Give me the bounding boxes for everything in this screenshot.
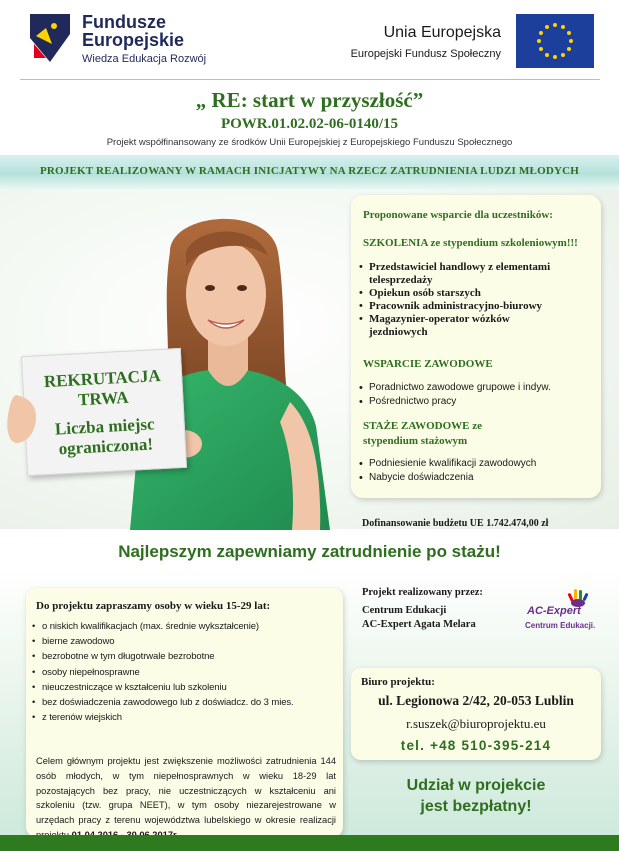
recruitment-sign (21, 348, 187, 476)
trainings-heading: SZKOLENIA ze stypendium szkoleniowym!!! (363, 237, 578, 249)
eu-flag-icon (516, 14, 594, 68)
eligibility-list (32, 619, 294, 725)
career-heading: WSPARCIE ZAWODOWE (363, 358, 493, 370)
trainings-list (359, 261, 550, 339)
ac-expert-logo-name: AC-Expert (527, 605, 581, 617)
slogan: Najlepszym zapewniamy zatrudnienie po stażu! (118, 542, 501, 561)
header (0, 0, 619, 82)
list-item: • Pracownik administracyjno-biurowy (359, 300, 550, 313)
fe-title-line2: Europejskie (82, 30, 185, 50)
ue-title: Unia Europejska (383, 24, 501, 41)
list-item: • Poradnictwo zawodowe grupowe i indyw. (359, 381, 551, 395)
office-email-link[interactable]: r.suszek@biuroprojektu.eu (406, 716, 546, 731)
list-item: • bierne zawodowo (32, 634, 294, 649)
sign-line-recruitment: REKRUTACJA (43, 366, 162, 392)
office-address: ul. Legionowa 2/42, 20-053 Lublin (378, 693, 574, 708)
fundusze-europejskie-logo-icon (30, 14, 70, 62)
initiative-band-text: PROJEKT REALIZOWANY W RAMACH INICJATYWY NA RZECZ ZATRUDNIENIA LUDZI MŁODYCH (39, 165, 580, 177)
sign-line-ongoing: TRWA (77, 387, 129, 410)
invite-heading: Do projektu zapraszamy osoby w wieku 15-29 lat: (36, 600, 271, 612)
office-phone[interactable]: tel. +48 510-395-214 (400, 738, 552, 753)
fundusze-europejskie-text (82, 13, 206, 65)
list-item: jezdniowych (369, 326, 428, 338)
invite-box (26, 588, 343, 837)
realized-by-heading: Projekt realizowany przez: (362, 587, 483, 598)
list-item: • Opiekun osób starszych (359, 287, 550, 300)
list-item: • Pośrednictwo pracy (359, 395, 551, 409)
goal-text: Celem głównym projektu jest zwiększenie możliwości zatrudnienia 144 osób młodych, w tym niepełnosprawnych w wieku 18-29 lat pozostających bez pracy, nie uczestniczących w kształceniu ani szkoleniu (tzw. grupa NEET), w tym osoby niezarejestrowane w urzędach pracy z terenu województwa lubelskiego w okresie realizacji (36, 756, 336, 826)
sign-line-places: Liczba miejsc (54, 414, 155, 439)
list-item: telesprzedaży (369, 274, 433, 286)
internship-heading-line1: STAŻE ZAWODOWE ze (363, 420, 482, 432)
project-title: „ RE: start w przyszłość” (195, 88, 424, 112)
list-item: • Podniesienie kwalifikacji zawodowych (359, 457, 536, 471)
sign-line-limited: ograniczona! (58, 434, 154, 459)
unia-europejska-text (351, 24, 501, 60)
list-item: • nieuczestniczące w kształceniu lub szkoleniu (32, 680, 294, 695)
project-code: POWR.01.02.02-06-0140/15 (220, 116, 399, 132)
free-participation-line2: jest bezpłatny! (420, 798, 532, 815)
career-list (359, 381, 551, 409)
header-divider (20, 79, 600, 80)
free-participation-line1: Udział w projekcie (406, 777, 546, 794)
office-box (351, 668, 601, 760)
cofinance-note: Projekt współfinansowany ze środków Unii Europejskiej z Europejskiego Funduszu Społecznego (106, 137, 513, 148)
office-heading: Biuro projektu: (361, 676, 435, 688)
hand-icon (6, 395, 40, 445)
list-item: • bez doświadczenia zawodowego lub z doświadcz. do 3 mies. (32, 695, 294, 710)
list-item: • bezrobotne w tym długotrwale bezrobotne (32, 649, 294, 664)
ac-expert-logo-sub: Centrum Edukacji. (525, 621, 596, 630)
eu-cofinancing-amount: Dofinansowanie budżetu UE 1.742.474,00 zł (362, 518, 549, 529)
fe-title-line1: Fundusze (82, 12, 166, 32)
internship-heading-line2: stypendium stażowym (363, 435, 468, 447)
support-heading: Proponowane wsparcie dla uczestników: (363, 209, 553, 221)
support-box (351, 195, 601, 498)
list-item: • o niskich kwalifikacjach (max. średnie wykształcenie) (32, 619, 294, 634)
list-item: • z terenów wiejskich (32, 710, 294, 725)
list-item: • Nabycie doświadczenia (359, 471, 536, 485)
internship-list (359, 457, 536, 485)
footer-bar (0, 835, 619, 851)
ue-fund-name: Europejski Fundusz Społeczny (350, 48, 501, 60)
realized-by-line1: Centrum Edukacji (362, 605, 447, 616)
realized-by-line2: AC-Expert Agata Melara (362, 619, 476, 630)
fe-program-name: Wiedza Edukacja Rozwój (82, 53, 207, 65)
list-item: • Magazynier-operator wózków (359, 313, 550, 326)
list-item: • osoby niepełnosprawne (32, 665, 294, 680)
project-goal (36, 754, 336, 843)
list-item: • Przedstawiciel handlowy z elementami (359, 261, 550, 274)
